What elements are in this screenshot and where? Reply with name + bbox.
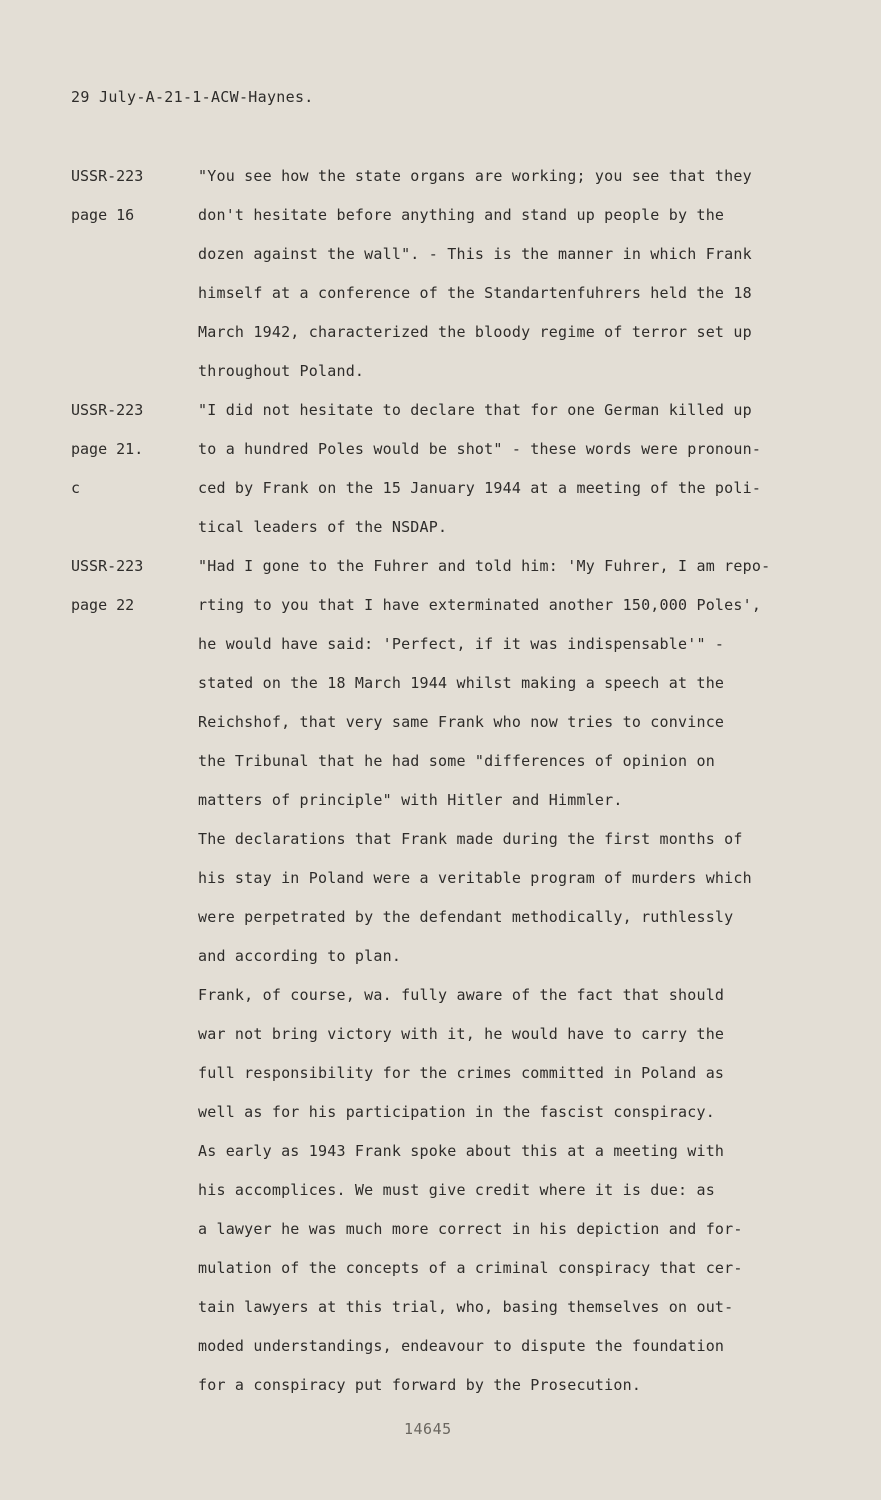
text-line: don't hesitate before anything and stand up people by the: [198, 206, 725, 224]
text-line: himself at a conference of the Standartenfuhrers held the 18: [198, 284, 752, 302]
text-line: war not bring victory with it, he would have to carry the: [198, 1025, 725, 1043]
text-line: Reichshof, that very same Frank who now tries to convince: [198, 713, 725, 731]
text-line: full responsibility for the crimes committed in Poland as: [198, 1064, 725, 1082]
text-line: he would have said: 'Perfect, if it was indispensable'" -: [198, 635, 725, 653]
text-line: tain lawyers at this trial, who, basing themselves on out-: [198, 1298, 734, 1316]
block-text-1: [198, 157, 798, 391]
text-line: for a conspiracy put forward by the Prosecution.: [198, 1376, 642, 1394]
margin-reference-3: [71, 547, 181, 625]
text-line: "Had I gone to the Fuhrer and told him: 'My Fuhrer, I am repo-: [198, 557, 771, 575]
text-line: stated on the 18 March 1944 whilst making a speech at the: [198, 674, 725, 692]
text-line: dozen against the wall". - This is the manner in which Frank: [198, 245, 752, 263]
text-line: matters of principle" with Hitler and Himmler.: [198, 791, 623, 809]
text-line: and according to plan.: [198, 947, 402, 965]
margin-line: c: [71, 479, 81, 497]
text-line: throughout Poland.: [198, 362, 365, 380]
margin-reference-1: [71, 157, 181, 235]
text-line: rting to you that I have exterminated another 150,000 Poles',: [198, 596, 762, 614]
margin-line: USSR-223: [71, 401, 144, 419]
text-line: "You see how the state organs are working; you see that they: [198, 167, 752, 185]
text-line: March 1942, characterized the bloody regime of terror set up: [198, 323, 752, 341]
page-number: 14645: [404, 1420, 452, 1438]
text-line: a lawyer he was much more correct in his depiction and for-: [198, 1220, 743, 1238]
text-line: Frank, of course, wa. fully aware of the fact that should: [198, 986, 725, 1004]
text-line: the Tribunal that he had some "differences of opinion on: [198, 752, 715, 770]
block-text-2: [198, 391, 798, 547]
text-line: his stay in Poland were a veritable program of murders which: [198, 869, 752, 887]
document-header: 29 July-A-21-1-ACW-Haynes.: [71, 88, 314, 106]
text-line: to a hundred Poles would be shot" - these words were pronoun-: [198, 440, 762, 458]
text-line: As early as 1943 Frank spoke about this at a meeting with: [198, 1142, 725, 1160]
margin-line: USSR-223: [71, 167, 144, 185]
text-line: The declarations that Frank made during the first months of: [198, 830, 743, 848]
margin-line: page 16: [71, 206, 135, 224]
text-line: tical leaders of the NSDAP.: [198, 518, 448, 536]
text-line: "I did not hesitate to declare that for one German killed up: [198, 401, 752, 419]
text-line: ced by Frank on the 15 January 1944 at a meeting of the poli-: [198, 479, 762, 497]
block-text-3: [198, 547, 798, 1405]
margin-line: page 21.: [71, 440, 144, 458]
text-line: his accomplices. We must give credit where it is due: as: [198, 1181, 715, 1199]
text-line: moded understandings, endeavour to dispute the foundation: [198, 1337, 725, 1355]
text-line: mulation of the concepts of a criminal conspiracy that cer-: [198, 1259, 743, 1277]
margin-line: USSR-223: [71, 557, 144, 575]
text-line: well as for his participation in the fascist conspiracy.: [198, 1103, 715, 1121]
margin-reference-2: [71, 391, 181, 508]
margin-line: page 22: [71, 596, 135, 614]
text-line: were perpetrated by the defendant methodically, ruthlessly: [198, 908, 734, 926]
